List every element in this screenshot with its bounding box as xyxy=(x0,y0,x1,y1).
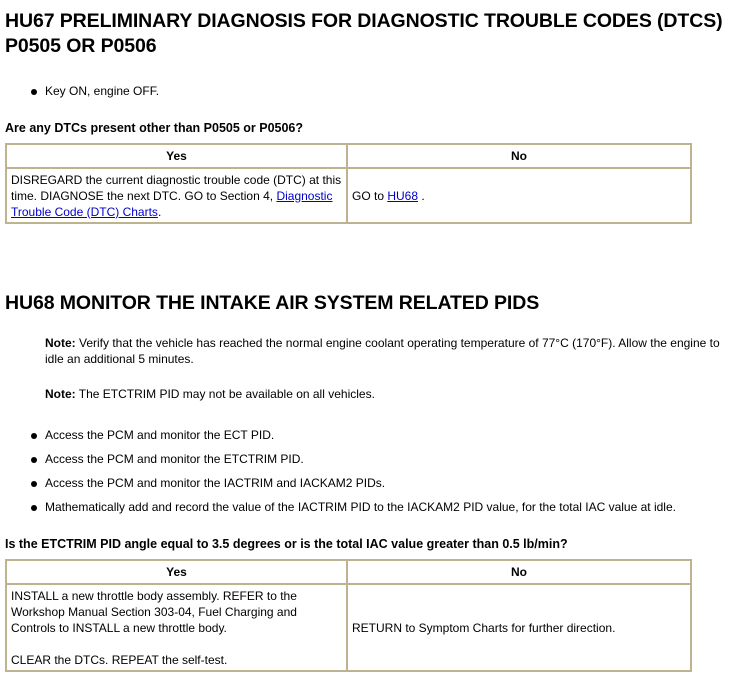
step-text: Access the PCM and monitor the IACTRIM and IACKAM2 PIDs. xyxy=(45,476,386,490)
note-etctrim xyxy=(45,386,725,402)
yes-cell xyxy=(6,168,347,223)
bullet-icon xyxy=(31,457,37,463)
yes-line: Workshop Manual Section 303-04, Fuel Charging and xyxy=(11,604,297,619)
yes-line: Controls to INSTALL a new throttle body. xyxy=(11,620,227,635)
no-header: No xyxy=(347,560,691,584)
note-text: The ETCTRIM PID may not be available on all vehicles. xyxy=(75,387,375,401)
yes-text: DISREGARD the current diagnostic trouble code (DTC) at this time. DIAGNOSE the next DTC. GO to Section 4, xyxy=(11,172,342,203)
step-text: Access the PCM and monitor the ETCTRIM PID. xyxy=(45,452,304,466)
steps-list-hu68 xyxy=(0,428,740,524)
step-text: Key ON, engine OFF. xyxy=(45,84,160,98)
note-label: Note: xyxy=(45,336,76,350)
note-coolant xyxy=(45,335,725,367)
section-title-hu68: HU68 MONITOR THE INTAKE AIR SYSTEM RELATED PIDS xyxy=(5,292,540,314)
note-text: Verify that the vehicle has reached the normal engine coolant operating temperature of 77°C (170°F). Allow the engine to idle an additional 5 minutes. xyxy=(45,336,720,366)
question-hu67: Are any DTCs present other than P0505 or P0506? xyxy=(5,121,304,135)
no-header: No xyxy=(347,144,691,168)
note-label: Note: xyxy=(45,387,76,401)
decision-table-hu68 xyxy=(5,559,692,672)
list-item xyxy=(0,500,740,524)
list-item xyxy=(0,428,740,452)
hu68-link[interactable]: HU68 xyxy=(387,188,419,203)
yes-header: Yes xyxy=(6,144,347,168)
step-text: Access the PCM and monitor the ECT PID. xyxy=(45,428,275,442)
list-item xyxy=(0,84,740,108)
yes-line: INSTALL a new throttle body assembly. REFER to the xyxy=(11,588,297,603)
no-text-end: . xyxy=(418,188,425,203)
step-text: Mathematically add and record the value of the IACTRIM PID to the IACKAM2 PID value, for the total IAC value at idle. xyxy=(45,500,676,514)
question-hu68: Is the ETCTRIM PID angle equal to 3.5 degrees or is the total IAC value greater than 0.5 lb/min? xyxy=(5,537,568,551)
yes-line: CLEAR the DTCs. REPEAT the self-test. xyxy=(11,652,228,667)
no-text: GO to xyxy=(352,188,388,203)
yes-header: Yes xyxy=(6,560,347,584)
dtc-charts-link[interactable]: Diagnostic Trouble Code (DTC) Charts xyxy=(11,188,333,219)
decision-table-hu67 xyxy=(5,143,692,224)
no-text: RETURN to Symptom Charts for further direction. xyxy=(352,620,616,635)
section-title-hu67: HU67 PRELIMINARY DIAGNOSIS FOR DIAGNOSTIC TROUBLE CODES (DTCS) P0505 OR P0506 xyxy=(5,10,723,57)
no-cell xyxy=(347,168,691,223)
list-item xyxy=(0,476,740,500)
list-item xyxy=(0,452,740,476)
line-spacer xyxy=(11,636,342,652)
bullet-icon xyxy=(31,505,37,511)
bullet-icon xyxy=(31,89,37,95)
steps-list-hu67 xyxy=(0,84,740,108)
no-cell xyxy=(347,584,691,671)
yes-cell xyxy=(6,584,347,671)
bullet-icon xyxy=(31,433,37,439)
yes-text-end: . xyxy=(157,204,162,219)
bullet-icon xyxy=(31,481,37,487)
